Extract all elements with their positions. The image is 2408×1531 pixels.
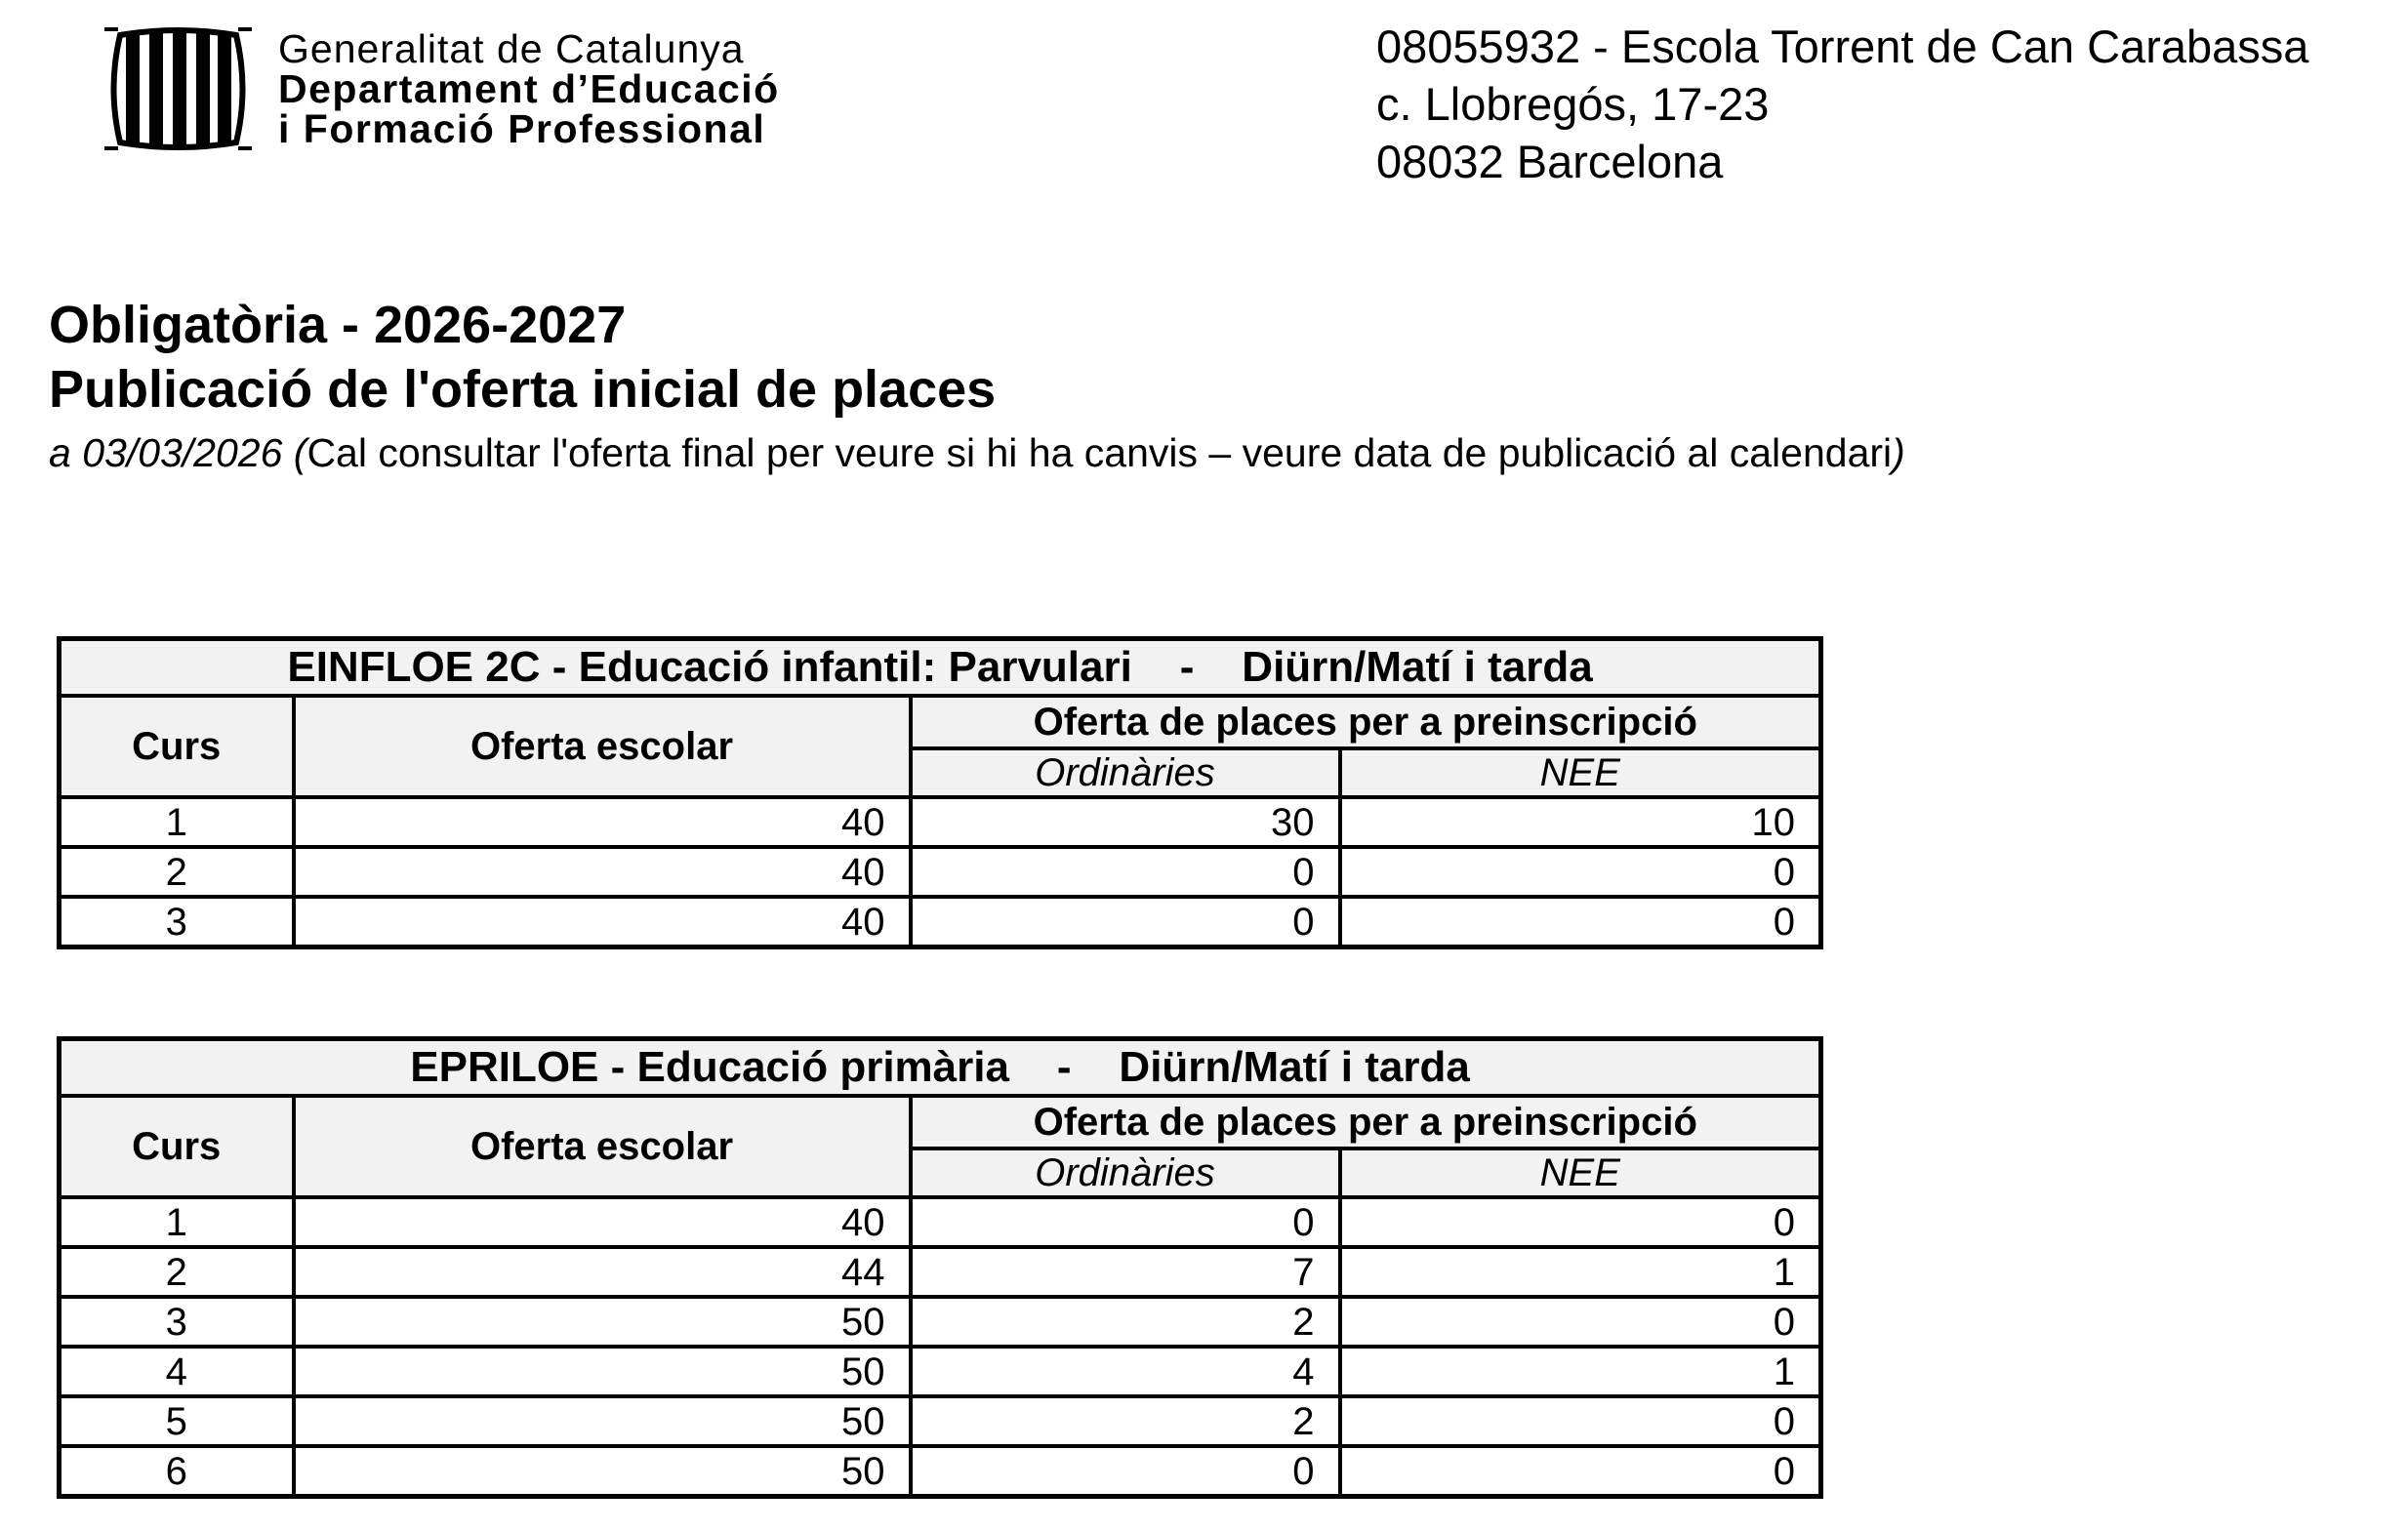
org-name: Generalitat de Catalunya <box>278 26 745 71</box>
table-body <box>60 797 1821 947</box>
table-row <box>60 1197 1821 1247</box>
document-titles <box>49 293 1905 482</box>
cell-oferta: 50 <box>294 1347 911 1396</box>
col-header-oferta: Oferta escolar <box>294 1096 911 1197</box>
document-subtitle: Publicació de l'oferta inicial de places <box>49 360 997 419</box>
department-name: Departament d’Educació <box>278 66 780 111</box>
document-title: Obligatòria - 2026-2027 <box>49 296 627 354</box>
publication-note <box>49 423 1905 482</box>
cell-oferta: 40 <box>294 897 911 947</box>
school-name: 08055932 - Escola Torrent de Can Carabassa <box>1376 20 2309 72</box>
school-city: 08032 Barcelona <box>1376 136 1724 187</box>
cell-curs: 2 <box>60 847 294 897</box>
cell-oferta: 50 <box>294 1297 911 1347</box>
cell-nee: 1 <box>1340 1347 1821 1396</box>
table-row <box>60 1297 1821 1347</box>
cell-curs: 4 <box>60 1347 294 1396</box>
cell-curs: 6 <box>60 1446 294 1497</box>
cell-ordinaries: 2 <box>911 1396 1340 1446</box>
col-header-nee: NEE <box>1340 1148 1821 1197</box>
note-text: Cal consultar l'oferta final per veure si hi ha canvis – veure data de publicació al calendari <box>306 430 1893 475</box>
cell-nee: 0 <box>1340 1446 1821 1497</box>
cell-nee: 0 <box>1340 1197 1821 1247</box>
cell-ordinaries: 2 <box>911 1297 1340 1347</box>
offer-table-infantil <box>57 636 1823 949</box>
table-row <box>60 1247 1821 1297</box>
col-header-oferta: Oferta escolar <box>294 696 911 797</box>
table-row <box>60 847 1821 897</box>
cell-curs: 1 <box>60 797 294 847</box>
col-header-preinscripcio: Oferta de places per a preinscripció <box>911 1096 1821 1148</box>
cell-nee: 0 <box>1340 897 1821 947</box>
cell-ordinaries: 0 <box>911 1197 1340 1247</box>
col-header-curs: Curs <box>60 696 294 797</box>
cell-oferta: 44 <box>294 1247 911 1297</box>
cell-curs: 2 <box>60 1247 294 1297</box>
cell-oferta: 40 <box>294 1197 911 1247</box>
cell-curs: 3 <box>60 1297 294 1347</box>
cell-curs: 3 <box>60 897 294 947</box>
table-row <box>60 1446 1821 1497</box>
note-paren-open: ( <box>282 430 307 475</box>
cell-nee: 0 <box>1340 1297 1821 1347</box>
cell-oferta: 50 <box>294 1396 911 1446</box>
table-body <box>60 1197 1821 1497</box>
cell-ordinaries: 7 <box>911 1247 1340 1297</box>
cell-oferta: 40 <box>294 797 911 847</box>
col-header-ordinaries: Ordinàries <box>911 748 1340 797</box>
cell-oferta: 50 <box>294 1446 911 1497</box>
cell-ordinaries: 30 <box>911 797 1340 847</box>
table-row <box>60 1396 1821 1446</box>
table-row <box>60 1347 1821 1396</box>
department-name-line2: i Formació Professional <box>278 106 766 151</box>
generalitat-logo <box>102 27 961 154</box>
table-title: EINFLOE 2C - Educació infantil: Parvulari - Diürn/Matí i tarda <box>60 639 1821 697</box>
cell-ordinaries: 4 <box>911 1347 1340 1396</box>
cell-ordinaries: 0 <box>911 897 1340 947</box>
table-row <box>60 797 1821 847</box>
cell-oferta: 40 <box>294 847 911 897</box>
table-title: EPRILOE - Educació primària - Diürn/Matí i tarda <box>60 1039 1821 1097</box>
cell-curs: 1 <box>60 1197 294 1247</box>
school-address <box>1376 18 2308 190</box>
col-header-curs: Curs <box>60 1096 294 1197</box>
cell-nee: 0 <box>1340 847 1821 897</box>
col-header-preinscripcio: Oferta de places per a preinscripció <box>911 696 1821 748</box>
col-header-ordinaries: Ordinàries <box>911 1148 1340 1197</box>
catalan-seal-icon <box>102 27 254 150</box>
col-header-nee: NEE <box>1340 748 1821 797</box>
cell-ordinaries: 0 <box>911 847 1340 897</box>
note-paren-close: ) <box>1892 430 1905 475</box>
cell-curs: 5 <box>60 1396 294 1446</box>
cell-nee: 0 <box>1340 1396 1821 1446</box>
cell-ordinaries: 0 <box>911 1446 1340 1497</box>
table-row <box>60 897 1821 947</box>
cell-nee: 10 <box>1340 797 1821 847</box>
cell-nee: 1 <box>1340 1247 1821 1297</box>
publication-date: a 03/03/2026 <box>49 430 283 475</box>
offer-table-primaria <box>57 1036 1823 1499</box>
school-street: c. Llobregós, 17-23 <box>1376 78 1770 130</box>
